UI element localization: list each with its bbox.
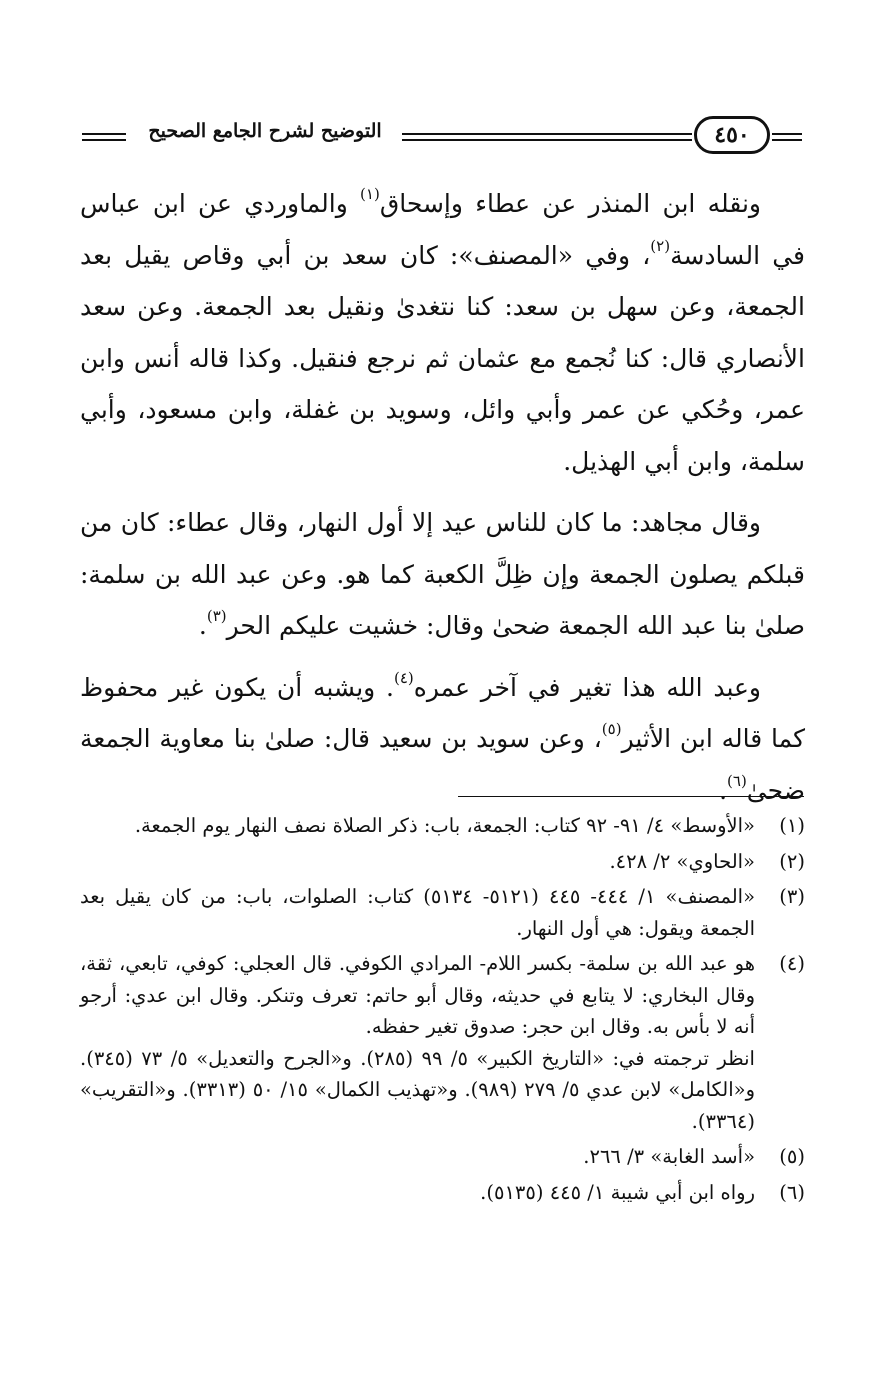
footnote	[80, 948, 805, 1137]
footnote-paragraph: «الحاوي» ٢/ ٤٢٨.	[609, 849, 755, 873]
footnote-text	[80, 948, 755, 1137]
footnote-paragraph: «الأوسط» ٤/ ٩١- ٩٢ كتاب: الجمعة، باب: ذكر الصلاة نصف النهار يوم الجمعة.	[134, 814, 755, 837]
footnote-number: (٥)	[779, 1145, 805, 1168]
footnote	[80, 846, 805, 878]
footnote-paragraph: «أسد الغابة» ٣/ ٢٦٦.	[583, 1145, 755, 1168]
footnote	[80, 1177, 805, 1209]
footnote	[80, 881, 805, 944]
header-rule-middle	[402, 133, 692, 141]
text-run: .	[198, 611, 207, 640]
footnote-paragraph: رواه ابن أبي شيبة ١/ ٤٤٥ (٥١٣٥).	[480, 1180, 755, 1204]
footnote-number: (٦)	[779, 1180, 805, 1204]
footnote-ref: (٥)	[601, 720, 622, 738]
footnote-separator	[458, 796, 804, 797]
footnote	[80, 810, 805, 842]
footnote-text	[80, 1141, 755, 1173]
header-rule-right	[772, 133, 802, 141]
body-paragraph	[80, 497, 805, 652]
footnote-number: (٤)	[779, 952, 805, 975]
header-rule-left	[82, 133, 126, 141]
footnote-number: (١)	[779, 814, 805, 837]
footnote-ref: (٣)	[206, 607, 227, 625]
running-header	[82, 112, 802, 162]
text-run: ، وعن سويد بن سعيد قال: صلىٰ بنا معاوية الجمعة ضحىٰ	[80, 724, 805, 805]
footnotes	[80, 810, 805, 1208]
footnote-paragraph: هو عبد الله بن سلمة- بكسر اللام- المرادي الكوفي. قال العجلي: كوفي، تابعي، ثقة، وقال البخاري: لا يتابع في حديثه، وقال أبو حاتم: تعرف وتنكر. وقال ابن عدي: أرجو أنه لا بأس به. وقال ابن حجر: صدوق تغير حفظه.	[80, 952, 755, 1038]
footnote	[80, 1141, 805, 1173]
footnote-text	[80, 881, 755, 944]
text-run: والماوردي عن ابن عباس في السادسة	[80, 189, 805, 270]
text-run: .	[719, 775, 728, 805]
text-run: ونقله ابن المنذر عن عطاء وإسحاق	[379, 189, 761, 218]
footnote-ref: (٤)	[393, 668, 414, 687]
footnote-paragraph: انظر ترجمته في: «التاريخ الكبير» ٥/ ٩٩ (٢٨٥). و«الجرح والتعديل» ٥/ ٧٣ (٣٤٥). و«الكامل» لابن عدي ٥/ ٢٧٩ (٩٨٩). و«تهذيب الكمال» ١٥/ ٥٠ (٣٣١٣). و«التقريب» (٣٣٦٤).	[80, 1046, 755, 1133]
footnote-ref: (٢)	[650, 236, 671, 255]
footnote-number: (٣)	[779, 885, 805, 908]
footnote-paragraph: «المصنف» ١/ ٤٤٤- ٤٤٥ (٥١٢١- ٥١٣٤) كتاب: الصلوات، باب: من كان يقيل بعد الجمعة ويقول: هي أول النهار.	[80, 885, 756, 940]
text-run: . ويشبه أن يكون غير محفوظ كما قاله ابن الأثير	[80, 672, 806, 753]
page-number: ٤٥٠	[694, 116, 770, 154]
footnote-text	[80, 810, 755, 842]
text-run: وقال مجاهد: ما كان للناس عيد إلا أول النهار، وقال عطاء: كان من قبلكم يصلون الجمعة وإن ظِلَّ الكعبة كما هو. وعن عبد الله بن سلمة: صلىٰ بنا عبد الله الجمعة ضحىٰ وقال: خشيت عليكم الحر	[80, 508, 805, 640]
running-title: التوضيح لشرح الجامع الصحيح	[148, 120, 382, 142]
main-text	[80, 178, 805, 816]
body-paragraph	[80, 662, 805, 817]
footnote-ref: (١)	[360, 185, 380, 203]
footnote-number: (٢)	[779, 849, 805, 873]
footnote-ref: (٦)	[727, 771, 747, 790]
footnote-text	[80, 1177, 755, 1209]
text-run: ، وفي «المصنف»: كان سعد بن أبي وقاص يقيل بعد الجمعة، وعن سهل بن سعد: كنا نتغدىٰ ونقيل بعد الجمعة. وعن سعد الأنصاري قال: كنا نُجمع مع عثمان ثم نرجع فنقيل. وكذا قاله أنس وابن عمر، وحُكي عن عمر وأبي وائل، وسويد بن غفلة، وابن مسعود، وأبي سلمة، وابن أبي الهذيل.	[80, 240, 805, 476]
text-run: وعبد الله هذا تغير في آخر عمره	[413, 672, 761, 702]
footnote-text	[80, 846, 755, 878]
body-paragraph	[80, 178, 805, 487]
